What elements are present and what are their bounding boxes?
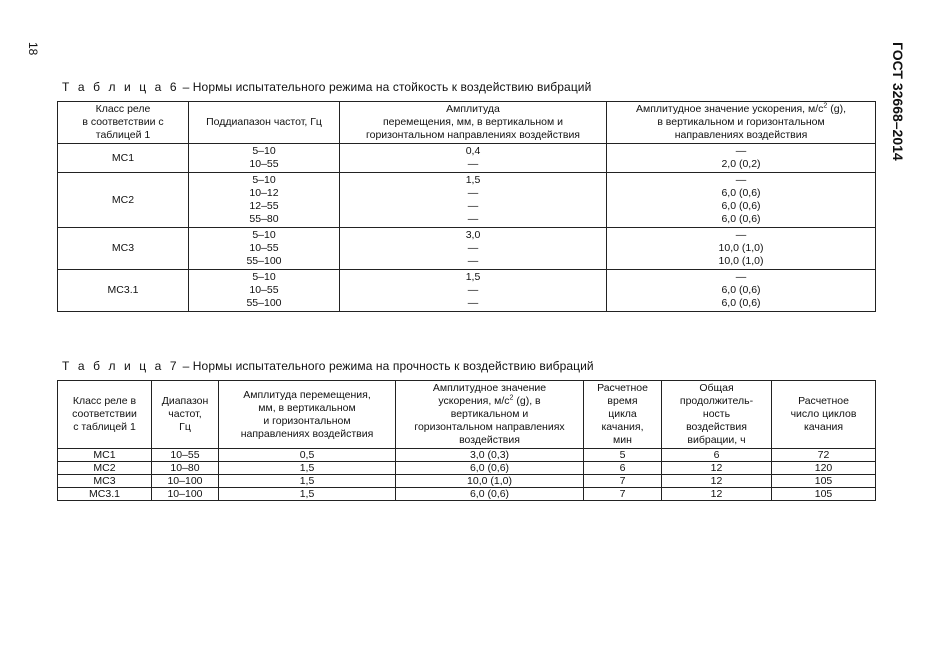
cell-line: — bbox=[467, 284, 479, 296]
table7-cell-acceleration: 3,0 (0,3) bbox=[396, 449, 584, 462]
cell-line: 55–100 bbox=[246, 255, 282, 267]
table7 bbox=[57, 380, 876, 501]
table7-cell-frequency: 10–80 bbox=[152, 462, 219, 475]
cell-line: 5–10 bbox=[252, 229, 276, 241]
table7-label: Т а б л и ц а 7 bbox=[62, 359, 180, 373]
table7-cell-class: МС1 bbox=[58, 449, 152, 462]
table6 bbox=[57, 101, 876, 312]
table7-cell-cycle-count: 72 bbox=[772, 449, 876, 462]
table7-cell-acceleration: 10,0 (1,0) bbox=[396, 475, 584, 488]
table7-cell-acceleration: 6,0 (0,6) bbox=[396, 488, 584, 501]
table7-cell-class: МС3.1 bbox=[58, 488, 152, 501]
cell-line: 10–55 bbox=[249, 284, 279, 296]
cell-line: — bbox=[467, 213, 479, 225]
cell-line: 10,0 (1,0) bbox=[718, 242, 764, 254]
table7-header-duration: Общая продолжитель- ность воздействия вибрации, ч bbox=[662, 381, 772, 449]
cell-line: 12–55 bbox=[249, 200, 279, 212]
table6-header-acceleration: Амплитудное значение ускорения, $м/с^2$ (g), в вертикальном и горизонтальном направлениях воздействия bbox=[607, 102, 876, 144]
table6-caption bbox=[62, 80, 591, 94]
table6-header-class: Класс реле в соответствии с таблицей 1 bbox=[58, 102, 189, 144]
table7-cell-frequency: 10–100 bbox=[152, 475, 219, 488]
cell-line: 5–10 bbox=[252, 174, 276, 186]
table6-cell-acceleration bbox=[607, 228, 876, 270]
table7-cell-cycle-count: 120 bbox=[772, 462, 876, 475]
table7-cell-cycle-time: 7 bbox=[584, 488, 662, 501]
cell-line: — bbox=[467, 187, 479, 199]
cell-line: 10–55 bbox=[249, 242, 279, 254]
cell-line: — bbox=[467, 242, 479, 254]
table7-title: – Нормы испытательного режима на прочность к воздействию вибраций bbox=[179, 359, 594, 373]
page-number: 18 bbox=[26, 42, 40, 56]
table7-cell-duration: 12 bbox=[662, 488, 772, 501]
cell-line: — bbox=[735, 174, 747, 186]
table7-cell-frequency: 10–55 bbox=[152, 449, 219, 462]
table7-cell-class: МС3 bbox=[58, 475, 152, 488]
cell-line: — bbox=[735, 229, 747, 241]
table7-header-frequency: Диапазон частот, Гц bbox=[152, 381, 219, 449]
document-id: ГОСТ 32668–2014 bbox=[890, 42, 906, 161]
table6-cell-class: МС1 bbox=[58, 144, 189, 173]
cell-line: 6,0 (0,6) bbox=[721, 213, 761, 225]
cell-line: 55–100 bbox=[246, 297, 282, 309]
table7-cell-cycle-count: 105 bbox=[772, 488, 876, 501]
table6-cell-frequency bbox=[189, 228, 340, 270]
table6-cell-acceleration bbox=[607, 173, 876, 228]
table6-header-row bbox=[58, 102, 876, 144]
table6-header-frequency: Поддиапазон частот, Гц bbox=[189, 102, 340, 144]
cell-line: 3,0 bbox=[465, 229, 481, 241]
table7-cell-amplitude: 1,5 bbox=[219, 475, 396, 488]
table7-header-cycle-count: Расчетное число циклов качания bbox=[772, 381, 876, 449]
cell-line: — bbox=[735, 271, 747, 283]
cell-line: — bbox=[467, 297, 479, 309]
table7-caption bbox=[62, 359, 594, 373]
cell-line: 1,5 bbox=[465, 174, 481, 186]
cell-line: 10–55 bbox=[249, 158, 279, 170]
cell-line: 6,0 (0,6) bbox=[721, 187, 761, 199]
table6-cell-acceleration bbox=[607, 270, 876, 312]
cell-line: — bbox=[735, 145, 747, 157]
table7-cell-duration: 12 bbox=[662, 462, 772, 475]
table-row bbox=[58, 270, 876, 312]
cell-line: 10–12 bbox=[249, 187, 279, 199]
table7-cell-cycle-count: 105 bbox=[772, 475, 876, 488]
table7-cell-amplitude: 0,5 bbox=[219, 449, 396, 462]
cell-line: 6,0 (0,6) bbox=[721, 297, 761, 309]
table6-label: Т а б л и ц а 6 bbox=[62, 80, 180, 94]
table7-cell-class: МС2 bbox=[58, 462, 152, 475]
table7-header-row bbox=[58, 381, 876, 449]
table7-cell-amplitude: 1,5 bbox=[219, 462, 396, 475]
cell-line: — bbox=[467, 158, 479, 170]
table-row bbox=[58, 462, 876, 475]
cell-line: — bbox=[467, 200, 479, 212]
cell-line: — bbox=[467, 255, 479, 267]
table-row bbox=[58, 475, 876, 488]
cell-line: 10,0 (1,0) bbox=[718, 255, 764, 267]
table6-cell-frequency bbox=[189, 173, 340, 228]
table6-cell-frequency bbox=[189, 270, 340, 312]
table7-cell-amplitude: 1,5 bbox=[219, 488, 396, 501]
table7-header-amplitude: Амплитуда перемещения, мм, в вертикальном и горизонтальном направлениях воздействия bbox=[219, 381, 396, 449]
table6-cell-amplitude bbox=[340, 270, 607, 312]
table6-cell-amplitude bbox=[340, 228, 607, 270]
table-row bbox=[58, 228, 876, 270]
table6-cell-acceleration bbox=[607, 144, 876, 173]
table6-cell-frequency bbox=[189, 144, 340, 173]
cell-line: 55–80 bbox=[249, 213, 279, 225]
table6-header-amplitude: Амплитуда перемещения, мм, в вертикальном и горизонтальном направлениях воздействия bbox=[340, 102, 607, 144]
cell-line: 6,0 (0,6) bbox=[721, 284, 761, 296]
cell-line: 0,4 bbox=[465, 145, 481, 157]
table-row bbox=[58, 144, 876, 173]
table7-header-cycle-time: Расчетное время цикла качания, мин bbox=[584, 381, 662, 449]
table7-header-acceleration: Амплитудное значение ускорения, $м/с^2$ (g), в вертикальном и горизонтальном направлениях воздействия bbox=[396, 381, 584, 449]
cell-line: 5–10 bbox=[252, 271, 276, 283]
table-row bbox=[58, 488, 876, 501]
table6-title: – Нормы испытательного режима на стойкость к воздействию вибраций bbox=[179, 80, 592, 94]
table7-cell-cycle-time: 7 bbox=[584, 475, 662, 488]
table6-cell-class: МС2 bbox=[58, 173, 189, 228]
cell-line: 2,0 (0,2) bbox=[721, 158, 761, 170]
table7-cell-acceleration: 6,0 (0,6) bbox=[396, 462, 584, 475]
table-row bbox=[58, 449, 876, 462]
table6-cell-amplitude bbox=[340, 173, 607, 228]
table-row bbox=[58, 173, 876, 228]
table7-cell-duration: 6 bbox=[662, 449, 772, 462]
table7-cell-cycle-time: 5 bbox=[584, 449, 662, 462]
cell-line: 1,5 bbox=[465, 271, 481, 283]
table7-header-class: Класс реле в соответствии с таблицей 1 bbox=[58, 381, 152, 449]
table6-cell-class: МС3 bbox=[58, 228, 189, 270]
cell-line: 6,0 (0,6) bbox=[721, 200, 761, 212]
table6-cell-class: МС3.1 bbox=[58, 270, 189, 312]
cell-line: 5–10 bbox=[252, 145, 276, 157]
table7-cell-cycle-time: 6 bbox=[584, 462, 662, 475]
table7-cell-frequency: 10–100 bbox=[152, 488, 219, 501]
table6-cell-amplitude bbox=[340, 144, 607, 173]
table7-cell-duration: 12 bbox=[662, 475, 772, 488]
